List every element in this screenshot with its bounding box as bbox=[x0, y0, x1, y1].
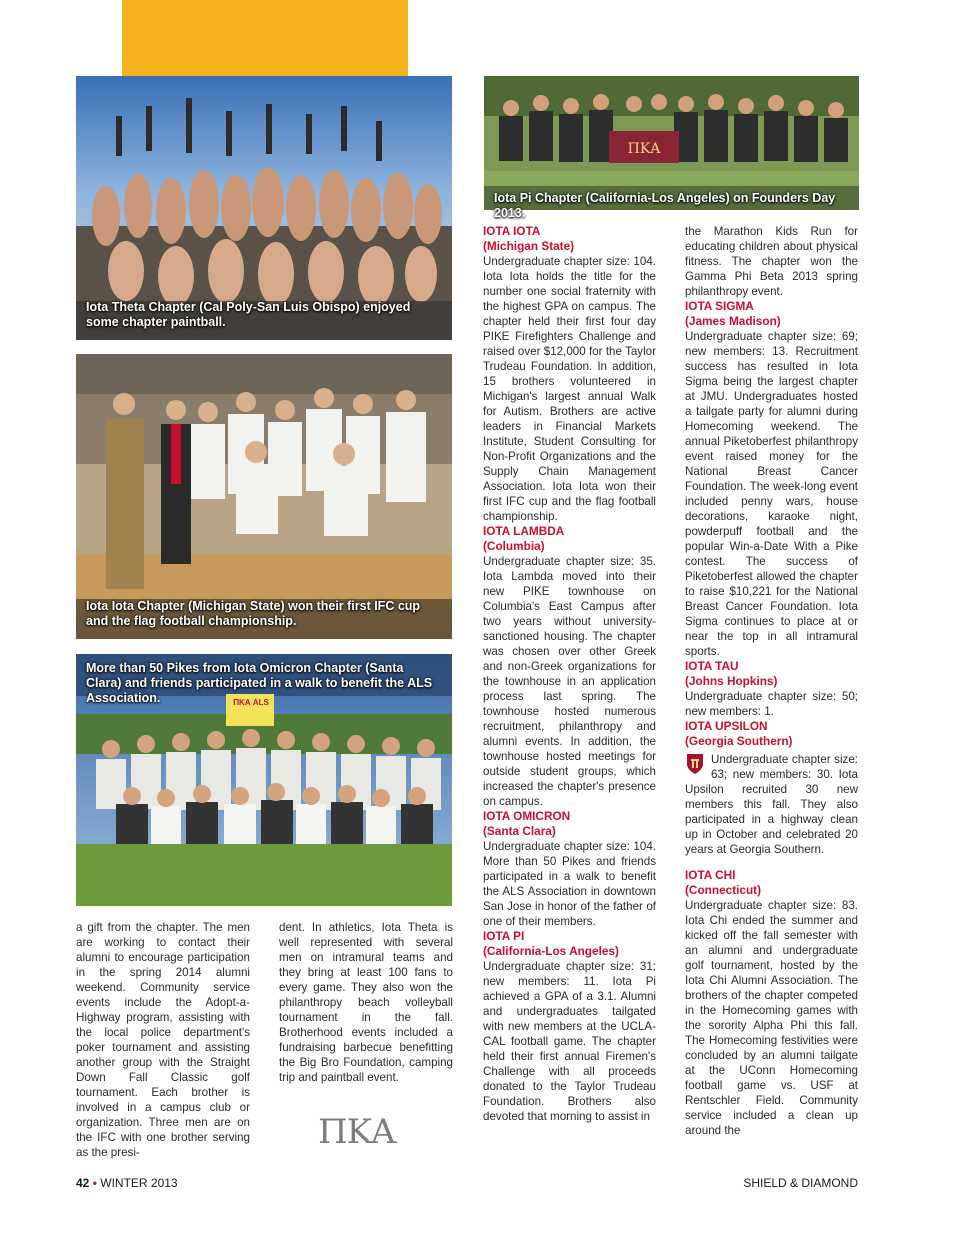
chapter-school: (Johns Hopkins) bbox=[685, 674, 778, 688]
ifc-cup-group-image bbox=[76, 354, 452, 639]
photo-caption: Iota Pi Chapter (California-Los Angeles) on Founders Day 2013. bbox=[494, 191, 836, 220]
chapter-name: IOTA LAMBDA bbox=[483, 524, 565, 538]
chapter-school: (California-Los Angeles) bbox=[483, 944, 619, 958]
chapter-report: Undergraduate chapter size: 50; new members: 1. bbox=[685, 690, 858, 718]
chapter-name: IOTA TAU bbox=[685, 659, 739, 673]
body-text: dent. In athletics, Iota Theta is well represented with several men on intramural teams and they bring at least 100 fans to every game. They also won the philanthropy beach volleyball tournament in the fall. Brotherhood events included a fundraising barbecue benefitting the Big Bro Foundation, camping trip and paintball event. bbox=[279, 921, 453, 1084]
logo-letters: ΠΚΑ bbox=[318, 1112, 395, 1152]
issue-label: WINTER 2013 bbox=[100, 1176, 178, 1190]
chapter-iota-lambda bbox=[483, 524, 656, 809]
chapter-iota-pi bbox=[483, 929, 656, 1124]
photo-iota-iota bbox=[76, 354, 452, 639]
chapter-iota-upsilon bbox=[685, 719, 858, 857]
photo-iota-omicron bbox=[76, 654, 452, 906]
chapter-iota-tau bbox=[685, 659, 858, 719]
gold-accent-bar bbox=[122, 0, 408, 76]
chapter-school: (Georgia Southern) bbox=[685, 734, 793, 748]
chapter-iota-iota bbox=[483, 224, 656, 524]
footer-separator: • bbox=[92, 1176, 97, 1190]
chapter-report: Undergraduate chapter size: 63; new members: 30. Iota Upsilon recruited 30 new members this fall. They also participated in a highway clean up in October and celebrated 20 years at Georgia Southern. bbox=[685, 753, 858, 856]
chapter-iota-sigma bbox=[685, 299, 858, 659]
footer-left bbox=[76, 1176, 178, 1190]
sign-text: ΠΚΑ ALS bbox=[233, 698, 269, 707]
chapter-iota-omicron bbox=[483, 809, 656, 929]
logo-mark: . bbox=[394, 1132, 398, 1146]
chapter-report: Undergraduate chapter size: 104. More than 50 Pikes and friends participated in a walk to benefit the ALS Association in downtown San Jose in honor of the father of one of their members. bbox=[483, 840, 656, 928]
text-column-1 bbox=[76, 920, 250, 1160]
chapter-name: IOTA CHI bbox=[685, 868, 736, 882]
chapter-report: Undergraduate chapter size: 35. Iota Lambda moved into their new PIKE townhouse on Columbia's East Campus after two years without university-sanctioned housing. The chapter was chosen over other Greek and non-Greek organizations for the townhouse in an application process last spring. The townhouse hosted numerous recruitment, philanthropy and alumni events. In addition, the townhouse hosted meetings for outside student groups, which increased the chapter's presence on campus. bbox=[483, 555, 656, 808]
chapter-report: Undergraduate chapter size: 69; new members: 13. Recruitment success has resulted in Iota Sigma being the largest chapter at JMU. Undergraduates hosted a tailgate party for alumni during Homecoming weekend. The annual Piketoberfest philanthropy event raised money for the National Breast Cancer Foundation. The week-long event included penny wars, house decorations, karaoke night, powderpuff football and the popular Win-a-Date With a Pike contest. The success of Piketoberfest allowed the chapter to raise $10,221 for the National Breast Cancer Foundation. Iota Sigma continues to place at or near the top in all intramural sports. bbox=[685, 330, 858, 658]
chapter-school: (James Madison) bbox=[685, 314, 781, 328]
chapter-iota-chi bbox=[685, 868, 858, 1138]
page-number: 42 bbox=[76, 1176, 90, 1190]
chapter-name: IOTA PI bbox=[483, 929, 525, 943]
banner-text: ΠΚΑ bbox=[627, 141, 661, 157]
continued-text: the Marathon Kids Run for educating children about physical fitness. The chapter won the Gamma Phi Beta 2013 spring philanthropy event. bbox=[685, 225, 858, 298]
chapter-report: Undergraduate chapter size: 104. Iota Iota holds the title for the number one social fraternity with the highest GPA on campus. The chapter held their first four day PIKE Firefighters Challenge and raised over $12,000 for the Taylor Trudeau Foundation. In addition, 15 brothers volunteered in Michigan's largest annual Walk for Autism. Brothers are active leaders in Financial Markets Institute, Student Consulting for Non-Profit Organizations and the Supply Chain Management Association. Iota Iota won their first IFC cup and the flag football championship. bbox=[483, 255, 656, 523]
text-column-2 bbox=[279, 920, 453, 1085]
chapter-school: (Michigan State) bbox=[483, 239, 575, 253]
founders-day-group-image bbox=[484, 76, 859, 210]
photo-iota-theta bbox=[76, 76, 452, 340]
chapter-name: IOTA OMICRON bbox=[483, 809, 571, 823]
chapter-report: Undergraduate chapter size: 83. Iota Chi ended the summer and kicked off the fall semester with an alumni and undergraduate golf tournament, hosted by the Iota Chi Alumni Association. The brothers of the chapter competed in the Homecoming games with the sorority Alpha Phi this fall. The Homecoming festivities were concluded by an alumni tailgate at the UConn Homecoming football game vs. USF at Rentschler Field. Community service included a clean up around the bbox=[685, 899, 858, 1137]
photo-iota-pi bbox=[484, 76, 859, 220]
chapter-school: (Connecticut) bbox=[685, 883, 762, 897]
photo-caption: More than 50 Pikes from Iota Omicron Chapter (Santa Clara) and friends participated in a walk to benefit the ALS Association. bbox=[86, 661, 433, 705]
text-column-4 bbox=[685, 224, 858, 1138]
chapter-report: Undergraduate chapter size: 31; new members: 11. Iota Pi achieved a GPA of a 3.1. Alumni and undergraduates tailgated with new members at the UCLA-CAL football game. The chapter held their first annual Firemen's Challenge with all proceeds donated to the Taylor Trudeau Foundation. Brothers also devoted that morning to assist in bbox=[483, 960, 656, 1123]
chapter-name: IOTA UPSILON bbox=[685, 719, 768, 733]
body-text: a gift from the chapter. The men are working to contact their alumni to encourage participation in the spring 2014 alumni weekend. Community service events include the Adopt-a-Highway program, assisting with the local police department's poker tournament and assisting another group with the Straight Down Fall Classic golf tournament. Each brother is involved in a campus club or organization. Three men are on the IFC with one brother serving as the presi- bbox=[76, 921, 250, 1159]
chapter-crest-icon bbox=[685, 752, 705, 776]
photo-caption: Iota Iota Chapter (Michigan State) won their first IFC cup and the flag football championship. bbox=[86, 599, 421, 628]
chapter-name: IOTA SIGMA bbox=[685, 299, 754, 313]
chapter-school: (Columbia) bbox=[483, 539, 545, 553]
magazine-title: SHIELD & DIAMOND bbox=[743, 1176, 858, 1190]
chapter-school: (Santa Clara) bbox=[483, 824, 556, 838]
chapter-report-wrap bbox=[685, 752, 858, 857]
pika-logo bbox=[318, 1112, 418, 1152]
text-column-3 bbox=[483, 224, 656, 1124]
chapter-name: IOTA IOTA bbox=[483, 224, 541, 238]
photo-caption: Iota Theta Chapter (Cal Poly-San Luis Obispo) enjoyed some chapter paintball. bbox=[86, 300, 411, 329]
